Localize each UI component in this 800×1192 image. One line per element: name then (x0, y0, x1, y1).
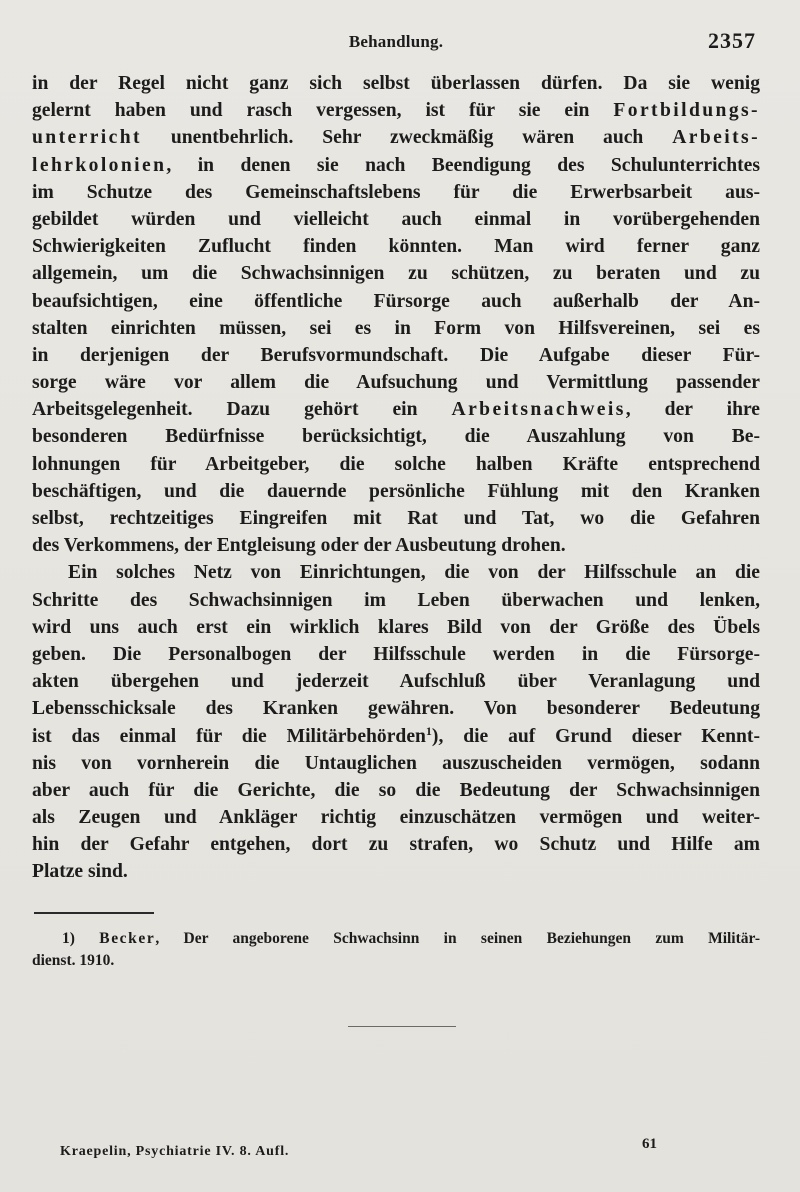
footnote-reference[interactable]: 1 (425, 723, 432, 738)
signature-mark: 61 (642, 1136, 657, 1152)
text-line (32, 723, 760, 750)
text-line: in der Regel nicht ganz sich selbst überlassen dürfen. Da sie wenig (32, 73, 760, 94)
text-line: als Zeugen und Ankläger richtig einzuschätzen vermögen und weiter- (32, 807, 760, 829)
text-line: hin der Gefahr entgehen, dort zu strafen, wo Schutz und Hilfe am (32, 834, 760, 856)
text-line: Schwierigkeiten Zuflucht finden könnten. Man wird ferner ganz (32, 236, 760, 258)
body-text (32, 70, 760, 886)
page-number: 2357 (708, 28, 756, 53)
text-line: beschäftigen, und die dauernde persönliche Fühlung mit den Kranken (32, 480, 760, 502)
running-head (32, 28, 760, 58)
text-line: geben. Die Personalbogen der Hilfsschule werden in die Fürsorge- (32, 643, 760, 665)
spaced-term: Fortbildungs- (613, 100, 760, 122)
footnote-author: Becker (99, 930, 156, 947)
section-title: Behandlung. (348, 32, 444, 51)
text-line: sorge wäre vor allem die Aufsuchung und Vermittlung passender (32, 372, 760, 394)
footnote-line (32, 928, 760, 950)
text-line: gelernt haben und rasch vergessen, ist für sie ein Fortbildungs- (32, 100, 760, 122)
spaced-term: lehrkolonien (32, 154, 167, 176)
text-line: besonderen Bedürfnisse berücksichtigt, die Auszahlung von Be- (32, 426, 760, 448)
spaced-term: Arbeits- (672, 127, 760, 149)
text-line: im Schutze des Gemeinschaftslebens für die Erwerbsarbeit aus- (32, 181, 760, 203)
show-through-rule (348, 1026, 456, 1027)
footnote-text: , Der angeborene Schwachsinn in seinen Beziehungen zum Militär- (155, 930, 760, 947)
text-line: des Verkommens, der Entgleisung oder der Ausbeutung drohen. (32, 535, 566, 557)
text-line: lehrkolonien, in denen sie nach Beendigung des Schulunterrichtes (32, 154, 760, 176)
text-line: Schritte des Schwachsinnigen im Leben überwachen und lenken, (32, 589, 760, 611)
footnote-line: dienst. 1910. (32, 952, 115, 969)
text-line: nis von vornherein die Untauglichen auszuscheiden vermögen, sodann (32, 752, 760, 774)
text-line: Arbeitsgelegenheit. Dazu gehört ein Arbeitsnachweis, der ihre (32, 399, 760, 421)
footer-citation: Kraepelin, Psychiatrie IV. 8. Aufl. (60, 1144, 290, 1159)
text-line: Lebensschicksale des Kranken gewähren. Von besonderer Bedeutung (32, 698, 760, 720)
text-line: in derjenigen der Berufsvormundschaft. Die Aufgabe dieser Für- (32, 344, 760, 366)
spaced-term: Arbeitsnachweis (451, 399, 626, 421)
footnote-marker: 1) (62, 930, 75, 947)
footnotes (32, 928, 760, 972)
text-line: beaufsichtigen, eine öffentliche Fürsorge auch außerhalb der An- (32, 290, 760, 312)
text-line: unterricht unentbehrlich. Sehr zweckmäßig wären auch Arbeits- (32, 127, 760, 149)
text-line: selbst, rechtzeitiges Eingreifen mit Rat und Tat, wo die Gefahren (32, 508, 760, 529)
text-line: Platze sind. (32, 861, 128, 883)
text-line: stalten einrichten müssen, sei es in Form von Hilfsvereinen, sei es (32, 317, 760, 339)
text-line: aber auch für die Gerichte, die so die Bedeutung der Schwachsinnigen (32, 779, 760, 801)
footnote-divider (34, 912, 154, 914)
text-line: akten übergehen und jederzeit Aufschluß über Veranlagung und (32, 671, 760, 693)
spaced-term: unterricht (32, 127, 142, 149)
text-fragment: ), die auf Grund dieser Kennt- (431, 725, 760, 747)
text-line: wird uns auch erst ein wirklich klares Bild von der Größe des Übels (32, 616, 760, 638)
page-footer (60, 1136, 760, 1176)
text-line: allgemein, um die Schwachsinnigen zu schützen, zu beraten und zu (32, 263, 760, 285)
text-line: lohnungen für Arbeitgeber, die solche halben Kräfte entsprechend (32, 453, 760, 475)
text-line: Ein solches Netz von Einrichtungen, die von der Hilfsschule an die (68, 562, 760, 584)
text-line: gebildet würden und vielleicht auch einmal in vorübergehenden (32, 208, 760, 230)
text-fragment: ist das einmal für die Militärbehörden (32, 725, 426, 747)
